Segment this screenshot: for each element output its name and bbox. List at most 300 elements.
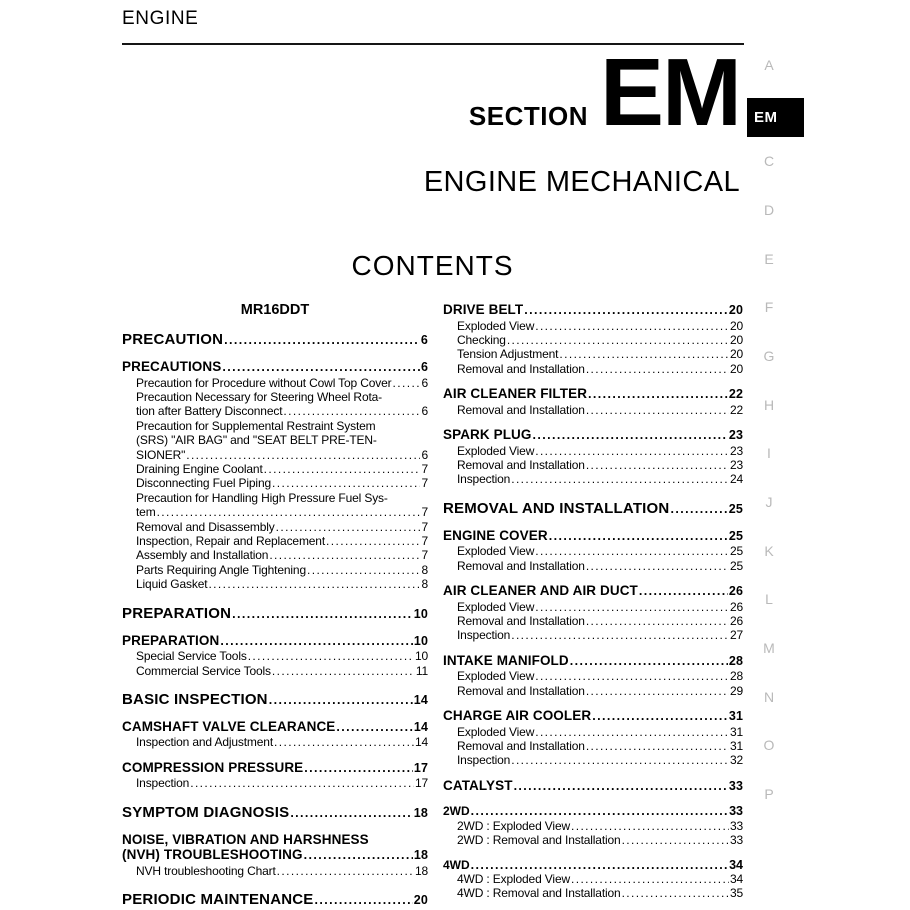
toc-column-right: [443, 302, 743, 901]
toc-subentry-row: [457, 444, 743, 458]
page-number: 25: [728, 528, 743, 543]
toc-entry[interactable]: [122, 605, 428, 623]
toc-subentry[interactable]: [443, 559, 743, 573]
dot-leader: [511, 628, 729, 642]
dot-leader: [307, 563, 420, 577]
toc-subentry-row: [457, 684, 743, 698]
toc-entry-title: BASIC INSPECTION: [122, 690, 268, 708]
toc-section: [443, 778, 743, 795]
toc-subentry-title: Draining Engine Coolant: [136, 461, 263, 476]
toc-subentry[interactable]: [122, 864, 428, 878]
page-number: 7: [421, 461, 428, 476]
toc-subentry-row: [457, 347, 743, 361]
dot-leader: [559, 347, 729, 361]
page-title: ENGINE: [122, 8, 199, 29]
page-number: 28: [728, 653, 743, 668]
page-number: 32: [729, 753, 743, 768]
toc-subentry[interactable]: [443, 628, 743, 642]
dot-leader: [326, 534, 420, 548]
toc-section: [122, 605, 428, 623]
toc-subentry-title: Precaution for Procedure without Cowl Top Cover: [136, 375, 392, 390]
side-tab-letter-d: D: [763, 202, 775, 218]
dot-leader: [570, 654, 728, 670]
toc-entry-title: SYMPTOM DIAGNOSIS: [122, 803, 290, 821]
page-number: 8: [421, 577, 428, 592]
contents-area: [122, 251, 743, 909]
toc-entry[interactable]: [122, 359, 428, 376]
page-number: 6: [420, 360, 428, 374]
page-number: 14: [413, 719, 428, 734]
toc-subentry-title: Removal and Installation: [457, 361, 585, 376]
toc-subentry-title: Disconnecting Fuel Piping: [136, 476, 271, 491]
toc-subentry-title: Exploded View: [457, 544, 535, 559]
toc-subentry-row: [136, 649, 428, 663]
toc-section: [443, 583, 743, 643]
dot-leader: [220, 634, 413, 650]
toc-section: [443, 804, 743, 847]
side-tab-letter-h: H: [763, 397, 775, 413]
dot-leader: [588, 387, 728, 403]
toc-subentry[interactable]: [122, 548, 428, 562]
toc-entry-line: NOISE, VIBRATION AND HARSHNESS: [122, 831, 369, 847]
toc-entry-title: DRIVE BELT: [443, 302, 524, 317]
toc-subentry-title: Exploded View: [457, 724, 535, 739]
toc-entry[interactable]: [122, 633, 428, 650]
toc-subentry-title: 4WD : Exploded View: [457, 871, 570, 886]
toc-entry-title: PRECAUTIONS: [122, 359, 222, 374]
toc-entry-title: CHARGE AIR COOLER: [443, 708, 592, 724]
toc-subentry-title: Exploded View: [457, 669, 535, 684]
toc-subentry-row: [457, 614, 743, 628]
toc-subentry[interactable]: [443, 614, 743, 628]
toc-subentry-row: [457, 472, 743, 486]
page-number: 20: [413, 893, 428, 908]
dot-leader: [639, 584, 728, 600]
toc-subentry[interactable]: [443, 753, 743, 767]
section-row: [424, 39, 740, 164]
toc-subentry-row: [136, 505, 428, 519]
toc-subentry-line: Precaution Necessary for Steering Wheel Rota-: [136, 389, 383, 404]
toc-subentry-row: [457, 725, 743, 739]
dot-leader: [571, 872, 729, 886]
page-number: 24: [729, 472, 743, 487]
dot-leader: [622, 886, 729, 900]
toc-subentry-row: [457, 403, 743, 417]
toc-subentry[interactable]: [443, 347, 743, 361]
toc-subentry[interactable]: [122, 534, 428, 548]
toc-subentry-row: [457, 628, 743, 642]
toc-subentry[interactable]: [443, 819, 743, 833]
toc-subentry-line: (SRS) "AIR BAG" and "SEAT BELT PRE-TEN-: [136, 433, 377, 448]
dot-leader: [248, 649, 414, 663]
dot-leader: [571, 819, 729, 833]
dot-leader: [471, 804, 728, 818]
toc-section: [122, 719, 428, 750]
page-number: 23: [728, 428, 743, 443]
toc-section: [122, 359, 428, 592]
toc-entry[interactable]: [443, 427, 743, 444]
toc-subentry[interactable]: [122, 491, 428, 520]
toc-section: [443, 500, 743, 518]
toc-section: [443, 427, 743, 487]
toc-entry-title: 4WD: [443, 857, 470, 872]
dot-leader: [622, 833, 729, 847]
toc-section: [122, 691, 428, 709]
toc-subentry[interactable]: [122, 664, 428, 678]
toc-subentry-title: tem: [136, 505, 156, 520]
toc-column-left: [122, 302, 428, 909]
dot-leader: [535, 544, 729, 558]
toc-subentry-row: [136, 476, 428, 490]
toc-subentry-title: Exploded View: [457, 599, 535, 614]
page-number: 20: [729, 318, 743, 333]
toc-subentry-row: [457, 362, 743, 376]
page-number: 33: [729, 804, 743, 819]
dot-leader: [393, 376, 421, 390]
page-number: 31: [729, 739, 743, 753]
page-number: 28: [729, 669, 743, 684]
toc-entry[interactable]: [443, 653, 743, 670]
side-tab-letter-j: J: [765, 494, 773, 510]
toc-subentry-row: [457, 319, 743, 333]
toc-subentry-title: Exploded View: [457, 443, 535, 458]
dot-leader: [586, 559, 729, 573]
toc-subentry[interactable]: [443, 362, 743, 376]
dot-leader: [586, 739, 729, 753]
toc-subentry-row: [136, 776, 428, 790]
page-number: 20: [729, 361, 743, 376]
page-number: 6: [420, 333, 428, 347]
toc-entry-title: PREPARATION: [122, 604, 232, 622]
toc-entry-title: INTAKE MANIFOLD: [443, 652, 569, 668]
page-number: 17: [413, 760, 428, 775]
dot-leader: [264, 462, 421, 476]
toc-subentry-line: Precaution for Handling High Pressure Fuel Sys-: [136, 490, 388, 505]
toc-entry[interactable]: [443, 804, 743, 818]
toc-subentry-title: Assembly and Installation: [136, 548, 269, 563]
side-tab-letter-l: L: [765, 591, 773, 607]
dot-leader: [535, 725, 729, 739]
page-number: 33: [729, 818, 743, 833]
dot-leader: [535, 669, 729, 683]
page-number: 8: [421, 562, 428, 577]
toc-subentry-title: Inspection: [457, 472, 511, 487]
toc-subentry-row: [136, 577, 428, 591]
toc-subentry[interactable]: [122, 735, 428, 749]
toc-subentry-title: Liquid Gasket: [136, 577, 208, 592]
dot-leader: [290, 804, 412, 822]
toc-entry[interactable]: [122, 719, 428, 736]
toc-entry-title: AIR CLEANER FILTER: [443, 386, 588, 402]
toc-entry-title: COMPRESSION PRESSURE: [122, 759, 304, 775]
toc-section: [122, 331, 428, 349]
variant-title: MR16DDT: [240, 302, 310, 318]
toc-subentry-title: Commercial Service Tools: [136, 663, 271, 678]
toc-section: [122, 760, 428, 791]
toc-entry[interactable]: [443, 528, 743, 545]
toc-subentry-row: [457, 600, 743, 614]
toc-entry[interactable]: [443, 386, 743, 403]
toc-subentry[interactable]: [122, 462, 428, 476]
dot-leader: [586, 403, 729, 417]
toc-subentry-row: [136, 664, 428, 678]
page-number: 6: [421, 375, 428, 390]
toc-subentry-title: 4WD : Removal and Installation: [457, 886, 621, 901]
toc-entry[interactable]: [443, 302, 743, 319]
page-number: 29: [729, 683, 743, 698]
dot-leader: [514, 779, 728, 795]
toc-subentry[interactable]: [443, 600, 743, 614]
dot-leader: [304, 761, 413, 777]
toc-subentry-title: Removal and Disassembly: [136, 519, 275, 534]
toc-subentry-title: Removal and Installation: [457, 739, 585, 753]
toc-subentry[interactable]: [122, 776, 428, 790]
toc-subentry[interactable]: [122, 390, 428, 419]
toc-section: [443, 653, 743, 698]
page-number: 18: [413, 805, 428, 820]
toc-entry[interactable]: [122, 331, 428, 349]
toc-subentry-title: Checking: [457, 332, 506, 347]
dot-leader: [224, 331, 420, 349]
toc-subentry-row: [457, 872, 743, 886]
toc-columns: [122, 302, 743, 909]
section-name: ENGINE MECHANICAL: [423, 166, 740, 198]
toc-subentry[interactable]: [122, 376, 428, 390]
toc-entry[interactable]: [443, 778, 743, 795]
toc-subentry-row: [136, 735, 428, 749]
dot-leader: [157, 505, 421, 519]
page-number: 22: [729, 402, 743, 417]
side-tab-letter-m: M: [763, 640, 775, 656]
page-number: 20: [729, 332, 743, 347]
dot-leader: [586, 362, 729, 376]
dot-leader: [208, 577, 420, 591]
dot-leader: [272, 664, 415, 678]
dot-leader: [586, 684, 729, 698]
toc-section: [122, 891, 428, 909]
toc-subentry-title: Special Service Tools: [136, 649, 247, 664]
toc-subentry-line: Precaution for Supplemental Restraint System: [136, 418, 376, 433]
toc-subentry-title: SIONER": [136, 447, 186, 462]
side-tab-letter-o: O: [763, 737, 775, 753]
toc-subentry[interactable]: [443, 403, 743, 417]
section-title-block: [423, 39, 740, 201]
dot-leader: [315, 891, 413, 909]
toc-subentry-title: 2WD : Removal and Installation: [457, 833, 621, 848]
dot-leader: [269, 548, 420, 562]
toc-subentry-row: [136, 448, 428, 462]
dot-leader: [535, 600, 729, 614]
toc-entry[interactable]: [443, 583, 743, 600]
dot-leader: [186, 448, 420, 462]
toc-subentry-title: Inspection, Repair and Replacement: [136, 533, 326, 548]
toc-subentry-row: [457, 458, 743, 472]
page-number: 34: [729, 857, 743, 872]
dot-leader: [190, 776, 414, 790]
toc-subentry[interactable]: [443, 458, 743, 472]
toc-entry-title: PRECAUTION: [122, 331, 224, 348]
toc-entry-title: SPARK PLUG: [443, 427, 532, 443]
toc-subentry[interactable]: [443, 739, 743, 753]
page-number: 31: [729, 724, 743, 739]
toc-subentry-row: [457, 833, 743, 847]
dot-leader: [222, 360, 420, 376]
page-number: 7: [421, 505, 428, 520]
section-code: EM: [600, 39, 740, 146]
page-number: 17: [414, 776, 428, 791]
dot-leader: [511, 472, 729, 486]
toc-subentry[interactable]: [122, 419, 428, 462]
page-number: 26: [729, 599, 743, 614]
toc-subentry[interactable]: [443, 472, 743, 486]
toc-section: [443, 708, 743, 768]
page-number: 7: [421, 519, 428, 534]
dot-leader: [232, 605, 413, 623]
toc-subentry[interactable]: [122, 563, 428, 577]
section-bleed-tab: [747, 98, 804, 137]
side-tab-letter-p: P: [764, 786, 774, 802]
toc-subentry[interactable]: [443, 725, 743, 739]
page-number: 26: [728, 584, 743, 599]
page-number: 10: [414, 649, 428, 664]
toc-subentry[interactable]: [122, 520, 428, 534]
page-number: 7: [421, 533, 428, 548]
toc-subentry-row: [136, 520, 428, 534]
page-number: 10: [413, 606, 428, 621]
toc-subentry-title: Tension Adjustment: [457, 347, 559, 362]
toc-subentry[interactable]: [443, 886, 743, 900]
toc-subentry-row: [136, 462, 428, 476]
toc-subentry-row: [136, 376, 428, 390]
toc-subentry[interactable]: [443, 833, 743, 847]
page-number: 10: [413, 633, 428, 648]
toc-subentry-row: [457, 333, 743, 347]
page-number: 33: [729, 833, 743, 848]
toc-subentry[interactable]: [122, 476, 428, 490]
dot-leader: [524, 303, 728, 319]
side-tab-letter-g: G: [763, 348, 775, 364]
toc-subentry-row: [457, 739, 743, 753]
toc-subentry[interactable]: [443, 684, 743, 698]
page-number: 23: [729, 443, 743, 458]
page-number: 25: [729, 558, 743, 573]
toc-subentry-title: 2WD : Exploded View: [457, 818, 570, 833]
toc-subentry-title: Removal and Installation: [457, 613, 585, 628]
toc-subentry[interactable]: [443, 544, 743, 558]
toc-section: [443, 302, 743, 376]
toc-subentry-title: Exploded View: [457, 318, 535, 333]
dot-leader: [274, 735, 414, 749]
toc-entry[interactable]: [122, 804, 428, 822]
toc-subentry[interactable]: [122, 577, 428, 591]
toc-subentry[interactable]: [443, 872, 743, 886]
toc-subentry-row: [457, 669, 743, 683]
side-tab-letter-e: E: [764, 251, 774, 267]
toc-entry-title: CATALYST: [443, 777, 513, 793]
toc-subentry-row: [457, 544, 743, 558]
toc-entry-title: REMOVAL AND INSTALLATION: [443, 499, 670, 517]
toc-subentry-title: Inspection: [457, 753, 511, 768]
toc-entry-title: PREPARATION: [122, 632, 220, 648]
dot-leader: [276, 520, 421, 534]
page-number: 34: [729, 871, 743, 886]
section-bleed-tab-label: EM: [754, 109, 778, 126]
toc-entry-title: AIR CLEANER AND AIR DUCT: [443, 583, 638, 599]
toc-entry-title: (NVH) TROUBLESHOOTING: [122, 847, 303, 863]
toc-subentry[interactable]: [443, 669, 743, 683]
contents-title: CONTENTS: [351, 250, 514, 281]
page-number: 14: [414, 735, 428, 750]
side-tab-letter-n: N: [763, 689, 775, 705]
page-number: 35: [729, 886, 743, 901]
toc-entry[interactable]: [443, 708, 743, 725]
dot-leader: [586, 458, 729, 472]
toc-subentry-row: [136, 864, 428, 878]
toc-entry-title: ENGINE COVER: [443, 527, 548, 543]
toc-subentry-title: NVH troubleshooting Chart: [136, 863, 276, 878]
page-number: 26: [729, 613, 743, 628]
toc-section: [122, 633, 428, 678]
dot-leader: [511, 753, 729, 767]
toc-entry[interactable]: [122, 891, 428, 909]
toc-subentry[interactable]: [122, 649, 428, 663]
toc-subentry-title: Removal and Installation: [457, 457, 585, 472]
toc-section: [443, 528, 743, 573]
page-number: 18: [413, 848, 428, 863]
toc-subentry-row: [457, 819, 743, 833]
page-number: 14: [413, 692, 428, 707]
toc-subentry[interactable]: [443, 319, 743, 333]
toc-subentry-title: Removal and Installation: [457, 683, 585, 698]
page-number: 7: [421, 476, 428, 491]
toc-entry[interactable]: [122, 847, 428, 864]
toc-entry[interactable]: [443, 858, 743, 872]
dot-leader: [272, 476, 420, 490]
dot-leader: [535, 444, 729, 458]
page-number: 33: [728, 778, 743, 793]
toc-subentry-title: Removal and Installation: [457, 558, 585, 573]
toc-entry-title: CAMSHAFT VALVE CLEARANCE: [122, 718, 336, 734]
page-number: 18: [414, 863, 428, 878]
dot-leader: [535, 319, 729, 333]
dot-leader: [533, 428, 728, 444]
page-number: 20: [728, 303, 743, 317]
dot-leader: [549, 529, 728, 545]
dot-leader: [336, 720, 412, 736]
toc-section: [122, 832, 428, 878]
toc-entry-title: PERIODIC MAINTENANCE: [122, 891, 314, 909]
toc-subentry-title: Inspection and Adjustment: [136, 735, 274, 750]
toc-subentry[interactable]: [443, 444, 743, 458]
toc-subentry-title: tion after Battery Disconnect: [136, 404, 283, 419]
side-tab-letter-f: F: [764, 299, 774, 315]
toc-entry[interactable]: [122, 760, 428, 777]
dot-leader: [277, 864, 414, 878]
page-number: 25: [728, 501, 743, 516]
toc-subentry-row: [136, 548, 428, 562]
toc-subentry[interactable]: [443, 333, 743, 347]
dot-leader: [592, 709, 728, 725]
dot-leader: [304, 848, 413, 864]
toc-section: [443, 386, 743, 417]
toc-entry[interactable]: [122, 691, 428, 709]
page-number: 6: [421, 404, 428, 419]
page-number: 11: [415, 663, 428, 678]
dot-leader: [471, 858, 728, 872]
toc-subentry-row: [136, 404, 428, 418]
toc-entry[interactable]: [443, 500, 743, 518]
toc-subentry-row: [136, 534, 428, 548]
